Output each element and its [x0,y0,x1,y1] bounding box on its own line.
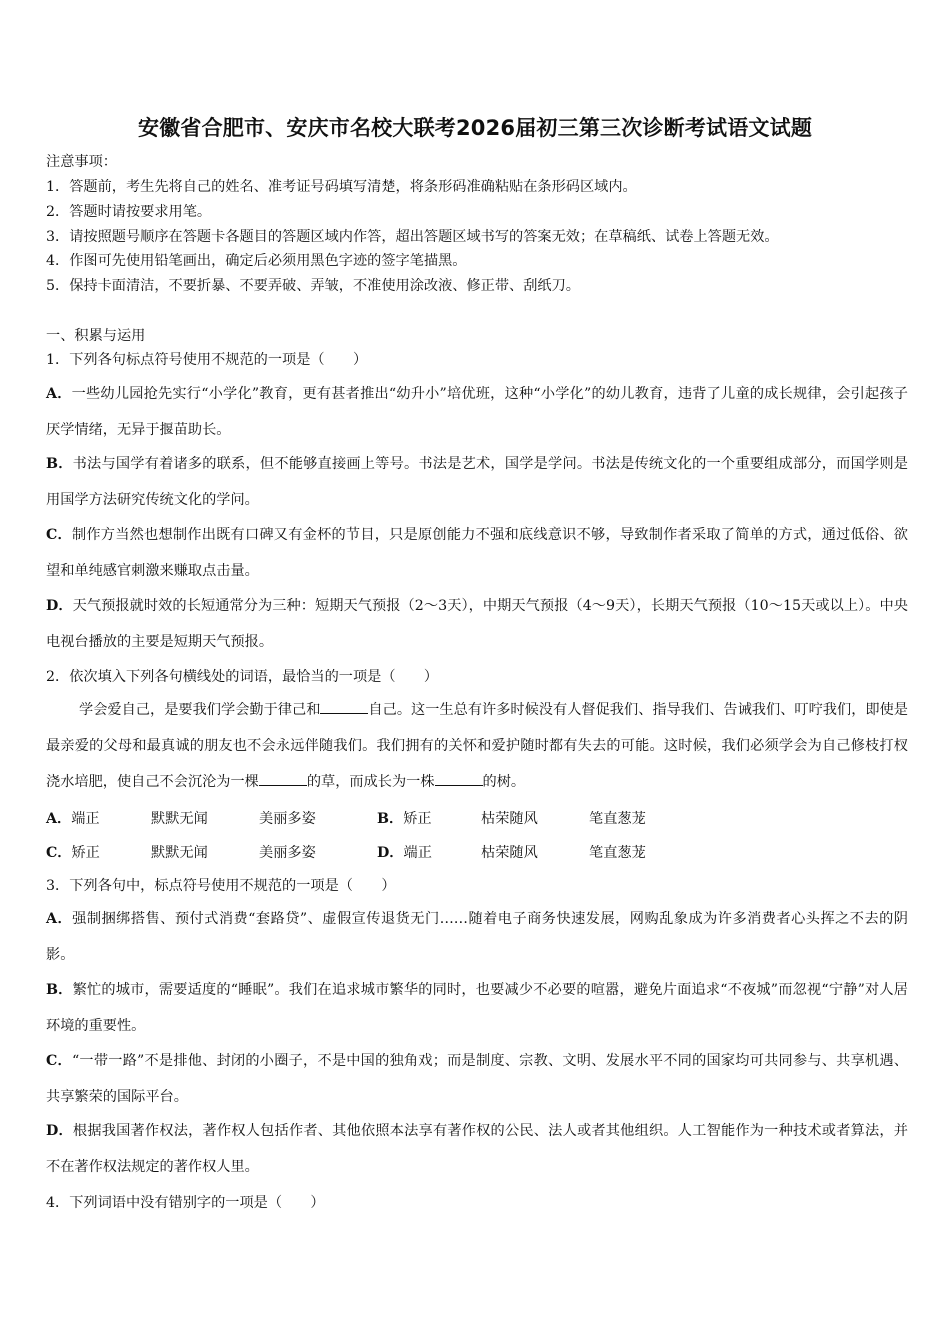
fill-blank [259,773,307,786]
choice-word: 美丽多姿 [259,811,316,827]
option-text: 书法与国学有着诸多的联系，但不能够直接画上等号。书法是艺术，国学是学问。书法是传统文化的一个重要组成部分，而国学则是用国学方法研究传统文化的学问。 [46,456,908,508]
option-label: B． [377,811,404,827]
passage-text: 的树。 [482,774,526,790]
passage-text: 学会爱自己，是要我们学会勤于律己和 [79,702,321,718]
notice-item: 5．保持卡面清洁，不要折暴、不要弄破、弄皱，不准使用涂改液、修正带、刮纸刀。 [46,278,580,294]
choice-word: 默默无闻 [151,811,208,827]
choice-word: 笔直葱茏 [589,845,646,861]
q2-choice-b [377,808,432,828]
q4-stem: 4．下列词语中没有错别字的一项是（ ） [46,1195,325,1211]
notice-item: 1．答题前，考生先将自己的姓名、准考证号码填写清楚，将条形码准确粘贴在条形码区域内。 [46,179,637,195]
option-label: C． [46,1053,72,1069]
q1-option-b [46,446,908,518]
section-heading: 一、积累与运用 [46,328,146,344]
passage-text: 自己。这一生总有许多时候没有人督促我们、指导我们、告诫我们、叮咛我们，即使是最亲爱的父母和最真诚的朋友也不会永远伴随我们。我们拥有的关怀和爱护随时都有失去的可能。这时候，我们必须学会为自己修枝打杈浇水培肥，使自己不会沉沦为一棵 [46,702,908,790]
choice-word: 笔直葱茏 [589,811,646,827]
option-label: B． [46,982,73,998]
choice-word: 枯荣随风 [481,811,538,827]
option-label: A． [46,911,73,927]
option-text: 制作方当然也想制作出既有口碑又有金杯的节目，只是原创能力不强和底线意识不够，导致制作者采取了简单的方式，通过低俗、欲望和单纯感官刺激来赚取点击量。 [46,527,908,579]
q3-stem: 3．下列各句中，标点符号使用不规范的一项是（ ） [46,878,396,894]
q2-stem: 2．依次填入下列各句横线处的词语，最恰当的一项是（ ） [46,669,439,685]
q1-option-a [46,376,908,448]
option-text: 繁忙的城市，需要适度的“睡眠”。我们在追求城市繁华的同时，也要减少不必要的喧嚣，避免片面追求“不夜城”而忽视“宁静”对人居环境的重要性。 [46,982,908,1034]
notice-heading: 注意事项： [46,154,117,170]
choice-word: 端正 [71,811,100,827]
option-text: 强制捆绑搭售、预付式消费“套路贷”、虚假宣传退货无门……随着电子商务快速发展，网购乱象成为许多消费者心头挥之不去的阴影。 [46,911,908,963]
q3-option-b [46,972,908,1044]
option-text: 一些幼儿园抢先实行“小学化”教育，更有甚者推出“幼升小”培优班，这种“小学化”的幼儿教育，违背了儿童的成长规律，会引起孩子厌学情绪，无异于揠苗助长。 [46,386,908,438]
option-text: 根据我国著作权法，著作权人包括作者、其他依照本法享有著作权的公民、法人或者其他组织。人工智能作为一种技术或者算法，并不在著作权法规定的著作权人里。 [46,1123,908,1175]
option-text: “一带一路”不是排他、封闭的小圈子，不是中国的独角戏；而是制度、宗教、文明、发展水平不同的国家均可共同参与、共享机遇、共享繁荣的国际平台。 [46,1053,909,1105]
option-label: A． [46,811,72,827]
fill-blank [320,701,368,714]
choice-word: 默默无闻 [151,845,208,861]
choice-word: 枯荣随风 [481,845,538,861]
option-label: D． [46,598,73,614]
option-label: C． [46,527,72,543]
q1-stem: 1．下列各句标点符号使用不规范的一项是（ ） [46,352,368,368]
q2-passage [46,692,908,800]
q2-choice-a [46,808,100,828]
option-label: A． [46,386,72,402]
option-label: D． [46,1123,73,1139]
q2-choice-d [377,842,432,862]
q1-option-c [46,517,908,589]
notice-item: 3．请按照题号顺序在答题卡各题目的答题区域内作答，超出答题区域书写的答案无效；在草稿纸、试卷上答题无效。 [46,229,779,245]
fill-blank [435,773,483,786]
q3-option-a [46,901,908,973]
notice-item: 2．答题时请按要求用笔。 [46,204,212,220]
notice-item: 4．作图可先使用铅笔画出，确定后必须用黑色字迹的签字笔描黑。 [46,253,467,269]
option-label: B． [46,456,73,472]
q3-option-d [46,1113,908,1185]
option-label: C． [46,845,72,861]
q3-option-c [46,1043,908,1115]
choice-word: 端正 [403,845,432,861]
q2-choice-c [46,842,100,862]
choice-word: 矫正 [403,811,432,827]
option-label: D． [377,845,404,861]
choice-word: 美丽多姿 [259,845,316,861]
passage-text: 的草，而成长为一株 [306,774,435,790]
option-text: 天气预报就时效的长短通常分为三种：短期天气预报（2～3天），中期天气预报（4～9天），长期天气预报（10～15天或以上）。中央电视台播放的主要是短期天气预报。 [46,598,908,650]
exam-title: 安徽省合肥市、安庆市名校大联考2026届初三第三次诊断考试语文试题 [137,116,813,140]
q1-option-d [46,588,908,660]
choice-word: 矫正 [71,845,100,861]
